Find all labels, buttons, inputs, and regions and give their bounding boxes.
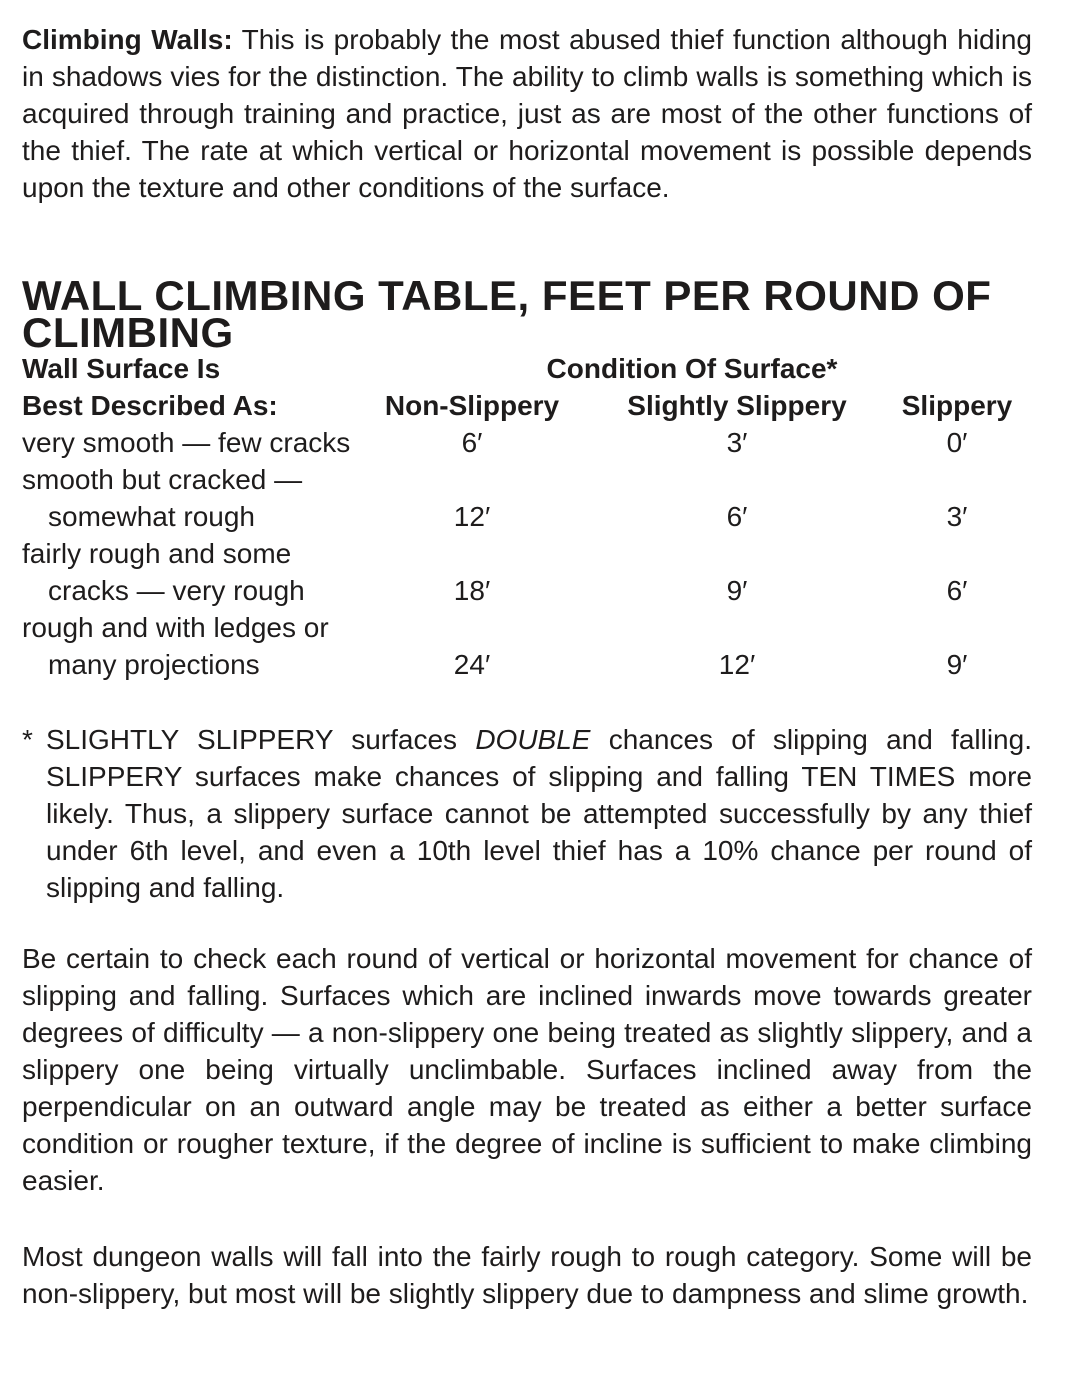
header-wall-surface: Wall Surface Is [22, 353, 221, 384]
header-slippery: Slippery [901, 390, 1013, 421]
wall-climbing-table [22, 350, 1032, 683]
table-row [22, 609, 1032, 683]
header-non-slippery: Non-Slippery [384, 390, 560, 421]
table-row [22, 461, 1032, 535]
cell-value: 6′ [726, 501, 748, 532]
cell-value: 3′ [946, 501, 968, 532]
row-label-line2: many projections [48, 649, 260, 680]
intro-lead: Climbing Walls: [22, 24, 233, 55]
table-body [22, 424, 1032, 683]
slippery-footnote [22, 721, 1032, 906]
footnote-segment-italic: DOUBLE [475, 724, 591, 755]
cell-value: 9′ [726, 575, 748, 606]
cell-value: 18′ [453, 575, 491, 606]
cell-value: 9′ [946, 649, 968, 680]
cell-value: 6′ [946, 575, 968, 606]
paragraph-movement-check: Be certain to check each round of vertical or horizontal movement for chance of slipping and falling. Surfaces which are inclined inwards move towards greater degrees of difficulty — a non-slippery one being treated as slightly slippery, and a slippery one being virtually unclimbable. Surfaces inclined away from the perpendicular on an outward angle may be treated as either a better surface condition or rougher texture, if the degree of incline is sufficient to make climbing easier. [22, 943, 1032, 1196]
table-row [22, 535, 1032, 609]
row-label-line1: rough and with ledges or [22, 612, 329, 643]
row-label [22, 424, 352, 461]
row-label-line2: cracks — very rough [48, 575, 305, 606]
row-label [22, 461, 352, 535]
header-slightly-slippery: Slightly Slippery [627, 390, 847, 421]
row-label-line1: very smooth — few cracks [22, 427, 351, 458]
row-label [22, 609, 352, 683]
table-header-row-2 [22, 387, 1032, 424]
row-label-line1: smooth but cracked — [22, 464, 303, 495]
row-label [22, 535, 352, 609]
row-label-line1: fairly rough and some [22, 538, 292, 569]
footnote-segment: chances of slipping and falling. SLIPPERY surfaces make chances of slipping and falling TEN TIMES more likely. Thus, a slippery surface cannot be attempted successfully by any thief under 6th level, and even a 10th level thief has a 10% chance per round of slipping and falling. [46, 724, 1032, 903]
table-title: WALL CLIMBING TABLE, FEET PER ROUND OF CLIMBING [22, 272, 992, 356]
header-best-described: Best Described As: [22, 390, 278, 421]
cell-value: 12′ [453, 501, 491, 532]
footnote-segment: SLIGHTLY SLIPPERY surfaces [46, 724, 476, 755]
table-row [22, 424, 1032, 461]
cell-value: 24′ [453, 649, 491, 680]
cell-value: 3′ [726, 427, 748, 458]
intro-paragraph [22, 21, 1032, 206]
intro-text: This is probably the most abused thief function although hiding in shadows vies for the distinction. The ability to climb walls is something which is acquired through training and practice, just as are most of the other functions of the thief. The rate at which vertical or horizontal movement is possible depends upon the texture and other conditions of the surface. [22, 24, 1032, 203]
footnote-asterisk: * [22, 724, 33, 755]
cell-value: 12′ [718, 649, 756, 680]
table-head [22, 350, 1032, 424]
table-header-row-1 [22, 350, 1032, 387]
row-label-line2: somewhat rough [48, 501, 256, 532]
cell-value: 0′ [946, 427, 968, 458]
header-condition-of-surface: Condition Of Surface* [546, 353, 838, 384]
cell-value: 6′ [461, 427, 483, 458]
paragraph-dungeon-walls: Most dungeon walls will fall into the fairly rough to rough category. Some will be non-slippery, but most will be slightly slippery due to dampness and slime growth. [22, 1241, 1032, 1309]
